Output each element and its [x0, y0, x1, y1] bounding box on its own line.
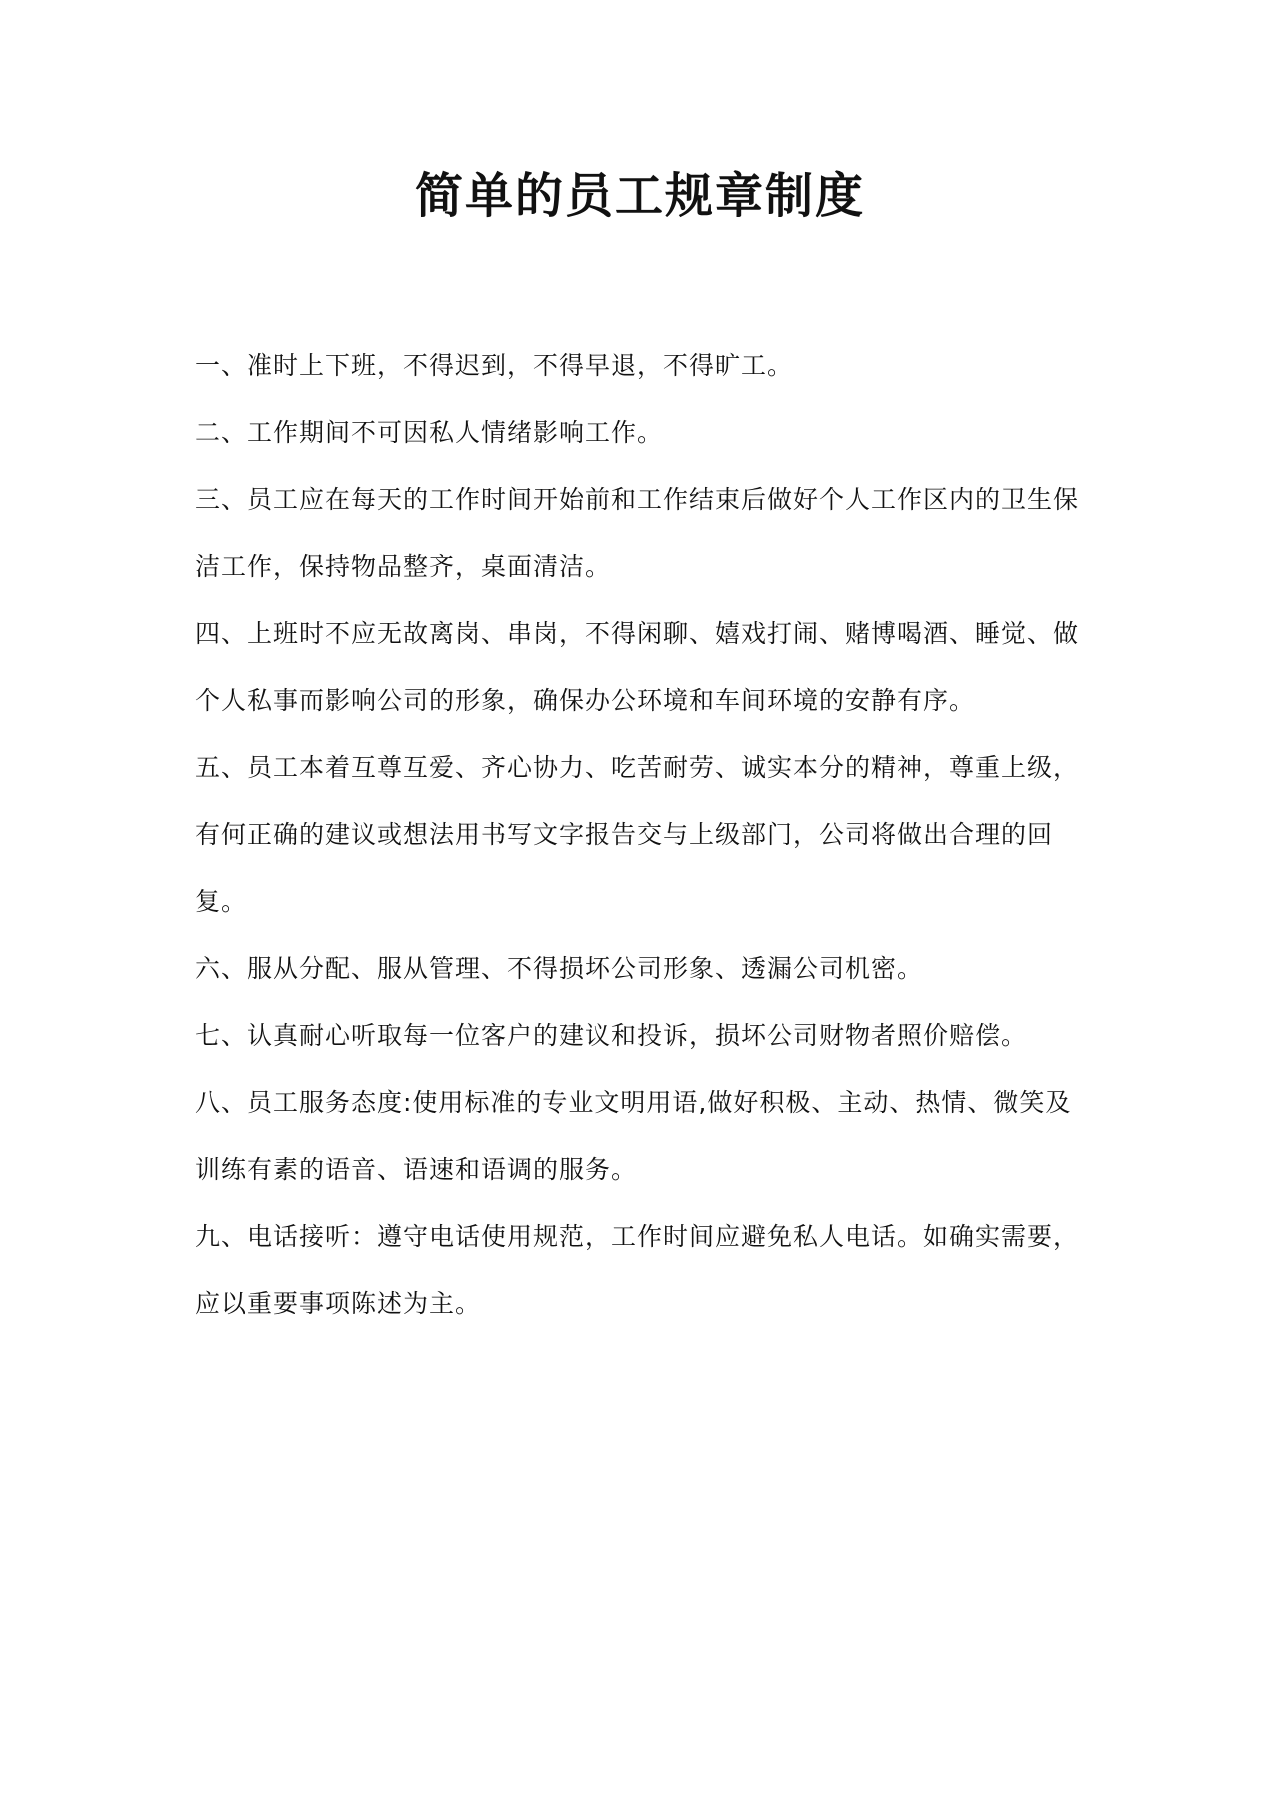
rule-item-4: 四、上班时不应无故离岗、串岗，不得闲聊、嬉戏打闹、赌博喝酒、睡觉、做个人私事而影响公司的形象，确保办公环境和车间环境的安静有序。: [195, 619, 1080, 715]
rule-item-6: 六、服从分配、服从管理、不得损坏公司形象、透漏公司机密。: [195, 954, 924, 983]
rule-item-7: 七、认真耐心听取每一位客户的建议和投诉，损坏公司财物者照价赔偿。: [195, 1021, 1028, 1050]
rule-item-1: 一、准时上下班，不得迟到，不得早退，不得旷工。: [195, 351, 794, 380]
rule-item-2: 二、工作期间不可因私人情绪影响工作。: [195, 418, 664, 447]
rules-list: [195, 332, 1095, 1337]
rule-item-5: 五、员工本着互尊互爱、齐心协力、吃苦耐劳、诚实本分的精神，尊重上级，有何正确的建议或想法用书写文字报告交与上级部门，公司将做出合理的回复。: [195, 753, 1080, 916]
rule-item-3: 三、员工应在每天的工作时间开始前和工作结束后做好个人工作区内的卫生保洁工作，保持物品整齐，桌面清洁。: [195, 485, 1080, 581]
rule-item-8: 八、员工服务态度:使用标准的专业文明用语,做好积极、主动、热情、微笑及训练有素的语音、语速和语调的服务。: [195, 1088, 1072, 1184]
document-title: 简单的员工规章制度: [414, 168, 865, 224]
rule-item-9: 九、电话接听：遵守电话使用规范，工作时间应避免私人电话。如确实需要，应以重要事项陈述为主。: [195, 1222, 1080, 1318]
